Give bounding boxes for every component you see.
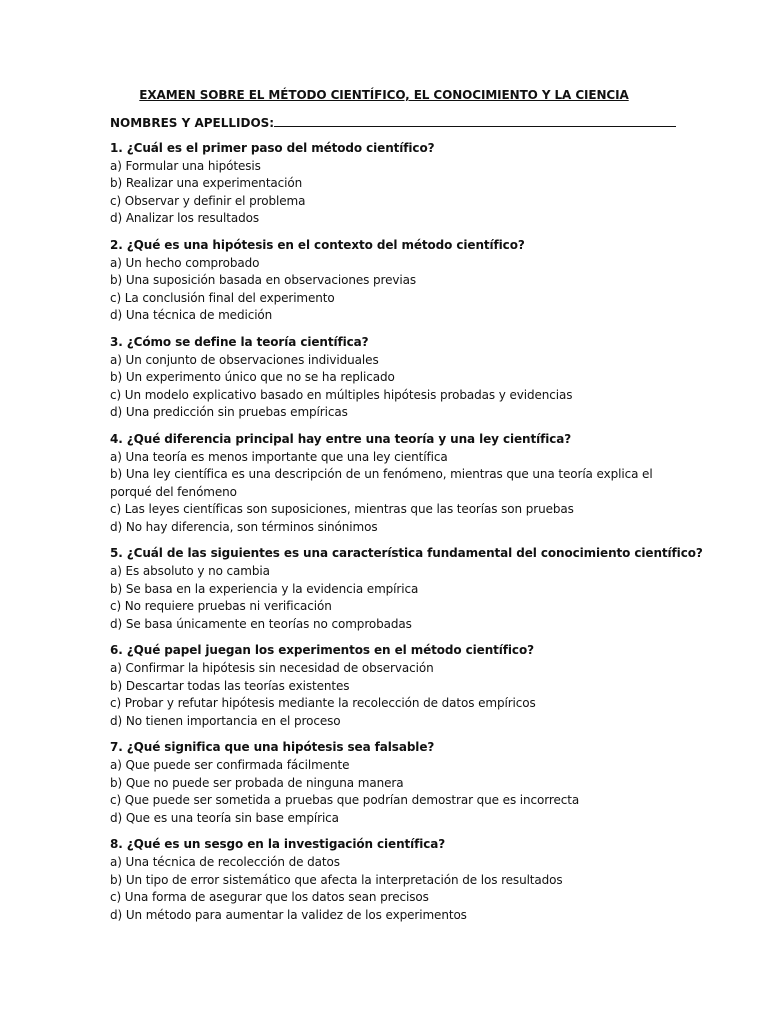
option-d: d) Que es una teoría sin base empírica [110, 810, 339, 825]
question-text: 3. ¿Cómo se define la teoría científica? [110, 334, 369, 349]
question-text: 8. ¿Qué es un sesgo en la investigación científica? [110, 837, 446, 852]
option-d: d) Un método para aumentar la validez de los experimentos [110, 907, 467, 922]
name-field-line [110, 114, 676, 131]
option-c: c) Probar y refutar hipótesis mediante la recolección de datos empíricos [110, 696, 536, 711]
option-d: d) Una técnica de medición [110, 308, 273, 323]
question-4 [110, 431, 670, 537]
option-b: b) Un tipo de error sistemático que afecta la interpretación de los resultados [110, 872, 563, 887]
question-1 [110, 140, 670, 228]
option-c: c) Que puede ser sometida a pruebas que podrían demostrar que es incorrecta [110, 793, 580, 808]
question-text: 2. ¿Qué es una hipótesis en el contexto del método científico? [110, 237, 525, 252]
question-6 [110, 642, 670, 730]
option-c: c) Las leyes científicas son suposiciones, mientras que las teorías son pruebas [110, 502, 574, 517]
option-c: c) Una forma de asegurar que los datos sean precisos [110, 890, 429, 905]
option-a: a) Un hecho comprobado [110, 255, 260, 270]
question-2 [110, 237, 670, 325]
option-c: c) La conclusión final del experimento [110, 290, 335, 305]
question-text: 7. ¿Qué significa que una hipótesis sea falsable? [110, 740, 435, 755]
question-5 [110, 545, 703, 633]
name-blank-underline[interactable] [274, 114, 676, 127]
question-list [110, 140, 703, 933]
option-b: b) Que no puede ser probada de ninguna manera [110, 775, 404, 790]
option-b: b) Un experimento único que no se ha replicado [110, 370, 395, 385]
option-c: c) Un modelo explicativo basado en múltiples hipótesis probadas y evidencias [110, 387, 573, 402]
question-8 [110, 836, 670, 924]
question-text: 5. ¿Cuál de las siguientes es una característica fundamental del conocimiento científico? [110, 546, 703, 561]
option-b: b) Una ley científica es una descripción de un fenómeno, mientras que una teoría explica el porqué del fenómeno [110, 467, 653, 499]
option-a: a) Un conjunto de observaciones individuales [110, 352, 379, 367]
option-d: d) Una predicción sin pruebas empíricas [110, 405, 348, 420]
option-a: a) Que puede ser confirmada fácilmente [110, 758, 350, 772]
option-a: a) Formular una hipótesis [110, 158, 261, 173]
option-b: b) Realizar una experimentación [110, 176, 303, 191]
question-text: 4. ¿Qué diferencia principal hay entre una teoría y una ley científica? [110, 431, 572, 446]
question-text: 1. ¿Cuál es el primer paso del método científico? [110, 141, 435, 155]
option-c: c) Observar y definir el problema [110, 193, 306, 208]
option-d: d) No hay diferencia, son términos sinónimos [110, 519, 378, 534]
option-a: a) Una teoría es menos importante que una ley científica [110, 449, 448, 464]
question-3 [110, 334, 670, 422]
option-b: b) Descartar todas las teorías existentes [110, 678, 350, 693]
option-d: d) No tienen importancia en el proceso [110, 713, 341, 728]
option-a: a) Es absoluto y no cambia [110, 564, 270, 579]
name-label: NOMBRES Y APELLIDOS: [110, 116, 275, 130]
option-a: a) Una técnica de recolección de datos [110, 854, 340, 869]
question-text: 6. ¿Qué papel juegan los experimentos en el método científico? [110, 643, 534, 658]
option-d: d) Analizar los resultados [110, 211, 260, 226]
option-b: b) Una suposición basada en observaciones previas [110, 273, 417, 288]
option-c: c) No requiere pruebas ni verificación [110, 599, 332, 614]
option-d: d) Se basa únicamente en teorías no comprobadas [110, 616, 412, 631]
exam-title: EXAMEN SOBRE EL MÉTODO CIENTÍFICO, EL CONOCIMIENTO Y LA CIENCIA [139, 88, 629, 102]
question-7 [110, 739, 670, 827]
option-a: a) Confirmar la hipótesis sin necesidad de observación [110, 661, 434, 676]
option-b: b) Se basa en la experiencia y la evidencia empírica [110, 581, 419, 596]
